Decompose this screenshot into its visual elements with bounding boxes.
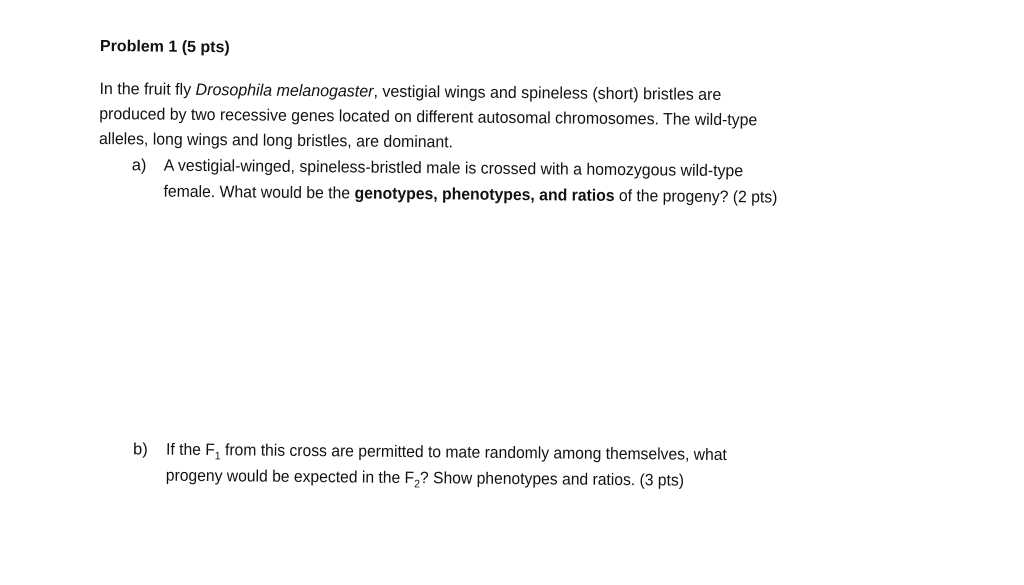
part-b-text: progeny would be expected in the F bbox=[165, 466, 415, 488]
part-a-line-2 bbox=[163, 183, 777, 208]
subscript: 1 bbox=[214, 450, 221, 463]
part-b-label: b) bbox=[132, 440, 148, 459]
part-a-emphasis: genotypes, phenotypes, and ratios bbox=[354, 184, 615, 205]
species-name: Drosophila melanogaster bbox=[195, 80, 374, 101]
part-a-line-1: A vestigial-winged, spineless-bristled male is crossed with a homozygous wild-type bbox=[163, 156, 744, 181]
problem-title: Problem 1 (5 pts) bbox=[99, 38, 230, 57]
intro-line-2: produced by two recessive genes located on different autosomal chromosomes. The wild-type bbox=[99, 104, 758, 130]
intro-text: In the fruit fly bbox=[99, 79, 196, 99]
intro-line-1 bbox=[99, 80, 721, 105]
part-a-label: a) bbox=[131, 156, 147, 175]
intro-text: , vestigial wings and spineless (short) bristles are bbox=[373, 82, 722, 104]
part-a-text: female. What would be the bbox=[163, 182, 355, 203]
part-b-text: If the F bbox=[165, 440, 215, 460]
part-b-text: ? Show phenotypes and ratios. (3 pts) bbox=[419, 469, 685, 490]
part-a-text: of the progeny? (2 pts) bbox=[614, 186, 778, 207]
part-b-text: from this cross are permitted to mate randomly among themselves, what bbox=[220, 441, 727, 465]
part-b-line-1 bbox=[166, 441, 727, 468]
part-b-line-2 bbox=[166, 467, 684, 493]
intro-line-3: alleles, long wings and long bristles, are dominant. bbox=[98, 129, 454, 152]
subscript: 2 bbox=[414, 478, 420, 491]
